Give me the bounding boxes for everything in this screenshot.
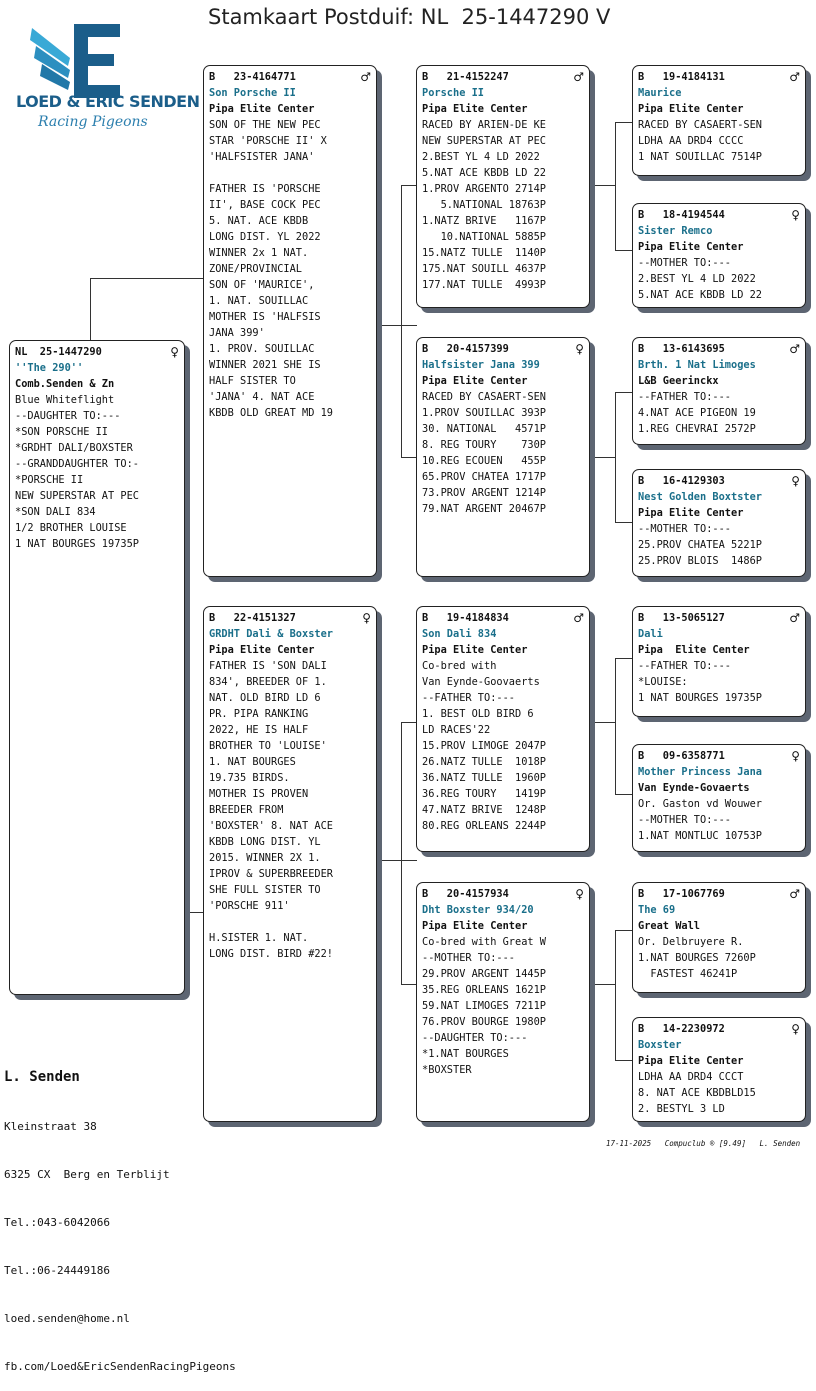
- info-line: 10.REG ECOUEN 455P: [422, 455, 546, 467]
- card-dam-dam: [416, 882, 590, 1122]
- info-line: *PORSCHE II: [15, 474, 84, 486]
- info-line: 30. NATIONAL 4571P: [422, 423, 546, 435]
- address-line: Kleinstraat 38: [4, 1120, 97, 1133]
- info-line: 25.PROV CHATEA 5221P: [638, 539, 762, 551]
- card-subject: [9, 340, 185, 995]
- info-line: Blue Whiteflight: [15, 394, 115, 406]
- info-line: 19.735 BIRDS.: [209, 772, 290, 784]
- info-line: 8. NAT ACE KBDBLD15: [638, 1087, 756, 1099]
- ring-number: B 13-6143695: [638, 343, 725, 355]
- ring-header: [638, 886, 800, 902]
- owner-name: Pipa Elite Center: [209, 103, 315, 115]
- breeder-address: [4, 1035, 236, 1391]
- female-symbol-icon: ♀: [575, 342, 584, 356]
- info-line: IPROV & SUPERBREEDER: [209, 868, 333, 880]
- info-line: 4.NAT ACE PIGEON 19: [638, 407, 756, 419]
- info-line: --DAUGHTER TO:---: [422, 1032, 528, 1044]
- male-symbol-icon: ♂: [360, 70, 371, 84]
- info-line: 73.PROV ARGENT 1214P: [422, 487, 546, 499]
- info-line: *SON PORSCHE II: [15, 426, 108, 438]
- info-line: *LOUISE:: [638, 676, 688, 688]
- info-line: JANA 399': [209, 327, 265, 339]
- info-line: --MOTHER TO:---: [422, 952, 515, 964]
- info-line: 80.REG ORLEANS 2244P: [422, 820, 546, 832]
- info-line: 26.NATZ TULLE 1018P: [422, 756, 546, 768]
- pigeon-name: Dali: [638, 628, 663, 640]
- female-symbol-icon: ♀: [170, 345, 179, 359]
- info-line: RACED BY ARIEN-DE KE: [422, 119, 546, 131]
- info-line: 2022, HE IS HALF: [209, 724, 309, 736]
- info-line: SON OF THE NEW PEC: [209, 119, 321, 131]
- phone-line: Tel.:06-24449186: [4, 1264, 110, 1277]
- male-symbol-icon: ♂: [789, 611, 800, 625]
- male-symbol-icon: ♂: [789, 342, 800, 356]
- info-line: 1.NAT BOURGES 7260P: [638, 952, 756, 964]
- info-line: 1.PROV SOUILLAC 393P: [422, 407, 546, 419]
- ring-header: [638, 748, 800, 764]
- card-sire-sire-sire: [632, 65, 806, 176]
- pigeon-name: Sister Remco: [638, 225, 713, 237]
- ring-header: [209, 610, 371, 626]
- info-line: 'HALFSISTER JANA': [209, 151, 315, 163]
- info-line: Van Eynde-Goovaerts: [422, 676, 540, 688]
- pigeon-name: Nest Golden Boxtster: [638, 491, 762, 503]
- ring-number: NL 25-1447290: [15, 346, 102, 358]
- pigeon-name: Maurice: [638, 87, 682, 99]
- info-line: 1/2 BROTHER LOUISE: [15, 522, 127, 534]
- address-line: 6325 CX Berg en Terblijt: [4, 1168, 170, 1181]
- info-line: 1 NAT BOURGES 19735P: [638, 692, 762, 704]
- info-line: 1 NAT BOURGES 19735P: [15, 538, 139, 550]
- info-line: WINNER 2021 SHE IS: [209, 359, 321, 371]
- info-line: 2015. WINNER 2X 1.: [209, 852, 321, 864]
- breeder-name: L. Senden: [4, 1069, 80, 1085]
- ring-header: [15, 344, 179, 360]
- ring-number: B 09-6358771: [638, 750, 725, 762]
- info-line: SON OF 'MAURICE',: [209, 279, 315, 291]
- card-dam-dam-sire: [632, 882, 806, 993]
- female-symbol-icon: ♀: [791, 208, 800, 222]
- info-line: --MOTHER TO:---: [638, 814, 731, 826]
- card-sire-sire-dam: [632, 203, 806, 308]
- card-dam-sire: [416, 606, 590, 852]
- brand-name: LOED & ERIC SENDEN: [16, 92, 200, 111]
- owner-name: Pipa Elite Center: [422, 920, 528, 932]
- owner-name: Pipa Elite Center: [638, 1055, 744, 1067]
- info-line: NEW SUPERSTAR AT PEC: [422, 135, 546, 147]
- ring-header: [638, 1021, 800, 1037]
- info-line: LONG DIST. BIRD #22!: [209, 948, 333, 960]
- ring-header: [638, 207, 800, 223]
- ring-header: [638, 69, 800, 85]
- ring-number: B 16-4129303: [638, 475, 725, 487]
- info-line: Or. Delbruyere R.: [638, 936, 744, 948]
- pigeon-name: Dht Boxster 934/20: [422, 904, 534, 916]
- phone-line: Tel.:043-6042066: [4, 1216, 110, 1229]
- info-line: 35.REG ORLEANS 1621P: [422, 984, 546, 996]
- info-line: 2. BESTYL 3 LD: [638, 1103, 725, 1115]
- pigeon-name: Brth. 1 Nat Limoges: [638, 359, 756, 371]
- info-line: 'PORSCHE 911': [209, 900, 290, 912]
- pigeon-name: Son Porsche II: [209, 87, 296, 99]
- ring-number: B 14-2230972: [638, 1023, 725, 1035]
- pigeon-name: Porsche II: [422, 87, 484, 99]
- info-line: 5.NAT ACE KBDB LD 22: [422, 167, 546, 179]
- female-symbol-icon: ♀: [575, 887, 584, 901]
- info-line: Or. Gaston vd Wouwer: [638, 798, 762, 810]
- card-dam-sire-dam: [632, 744, 806, 852]
- info-line: 36.REG TOURY 1419P: [422, 788, 546, 800]
- ring-header: [638, 341, 800, 357]
- ring-header: [209, 69, 371, 85]
- info-line: 76.PROV BOURGE 1980P: [422, 1016, 546, 1028]
- info-line: --FATHER TO:---: [638, 660, 731, 672]
- info-line: --GRANDDAUGHTER TO:-: [15, 458, 139, 470]
- ring-number: B 20-4157934: [422, 888, 509, 900]
- info-line: 65.PROV CHATEA 1717P: [422, 471, 546, 483]
- info-line: RACED BY CASAERT-SEN: [422, 391, 546, 403]
- owner-name: Pipa Elite Center: [422, 375, 528, 387]
- info-line: 79.NAT ARGENT 20467P: [422, 503, 546, 515]
- info-line: H.SISTER 1. NAT.: [209, 932, 309, 944]
- info-line: FATHER IS 'SON DALI: [209, 660, 327, 672]
- female-symbol-icon: ♀: [791, 1022, 800, 1036]
- ring-header: [422, 610, 584, 626]
- info-line: LDHA AA DRD4 CCCC: [638, 135, 744, 147]
- info-line: 1.PROV ARGENTO 2714P: [422, 183, 546, 195]
- info-line: *SON DALI 834: [15, 506, 96, 518]
- ring-number: B 17-1067769: [638, 888, 725, 900]
- pigeon-name: Mother Princess Jana: [638, 766, 762, 778]
- info-line: [209, 914, 371, 930]
- info-line: 10.NATIONAL 5885P: [422, 231, 546, 243]
- info-line: MOTHER IS PROVEN: [209, 788, 309, 800]
- pigeon-name: The 69: [638, 904, 676, 916]
- info-line: 25.PROV BLOIS 1486P: [638, 555, 762, 567]
- info-line: --MOTHER TO:---: [638, 257, 731, 269]
- info-line: FASTEST 46241P: [638, 968, 738, 980]
- ring-number: B 19-4184131: [638, 71, 725, 83]
- pigeon-name: GRDHT Dali & Boxster: [209, 628, 333, 640]
- card-sire-dam: [416, 337, 590, 577]
- info-line: [209, 165, 371, 181]
- male-symbol-icon: ♂: [789, 70, 800, 84]
- info-line: Co-bred with Great W: [422, 936, 546, 948]
- ring-number: B 21-4152247: [422, 71, 509, 83]
- info-line: NAT. OLD BIRD LD 6: [209, 692, 321, 704]
- pigeon-name: Son Dali 834: [422, 628, 497, 640]
- owner-name: Pipa Elite Center: [638, 507, 744, 519]
- info-line: PR. PIPA RANKING: [209, 708, 309, 720]
- owner-name: Pipa Elite Center: [422, 103, 528, 115]
- info-line: 834', BREEDER OF 1.: [209, 676, 327, 688]
- male-symbol-icon: ♂: [573, 70, 584, 84]
- footer-print-info: 17-11-2025 Compuclub ® [9.49] L. Senden: [606, 1139, 801, 1148]
- card-sire: [203, 65, 377, 577]
- info-line: 'JANA' 4. NAT ACE: [209, 391, 315, 403]
- ring-number: B 20-4157399: [422, 343, 509, 355]
- info-line: FATHER IS 'PORSCHE: [209, 183, 321, 195]
- ring-header: [422, 69, 584, 85]
- ring-header: [638, 610, 800, 626]
- owner-name: L&B Geerinckx: [638, 375, 719, 387]
- info-line: *BOXSTER: [422, 1064, 472, 1076]
- info-line: RACED BY CASAERT-SEN: [638, 119, 762, 131]
- info-line: HALF SISTER TO: [209, 375, 296, 387]
- info-line: 1. BEST OLD BIRD 6: [422, 708, 534, 720]
- male-symbol-icon: ♂: [573, 611, 584, 625]
- male-symbol-icon: ♂: [789, 887, 800, 901]
- ring-header: [638, 473, 800, 489]
- ring-number: B 23-4164771: [209, 71, 296, 83]
- ring-header: [422, 341, 584, 357]
- info-line: 5.NATIONAL 18763P: [422, 199, 546, 211]
- ring-number: B 22-4151327: [209, 612, 296, 624]
- pigeon-name: ''The 290'': [15, 362, 84, 374]
- owner-name: Pipa Elite Center: [638, 103, 744, 115]
- info-line: 59.NAT LIMOGES 7211P: [422, 1000, 546, 1012]
- page-title: Stamkaart Postduif: NL 25-1447290 V: [208, 5, 611, 29]
- owner-name: Comb.Senden & Zn: [15, 378, 115, 390]
- info-line: LD RACES'22: [422, 724, 491, 736]
- info-line: 47.NATZ BRIVE 1248P: [422, 804, 546, 816]
- info-line: *GRDHT DALI/BOXSTER: [15, 442, 133, 454]
- info-line: 1. NAT. SOUILLAC: [209, 295, 309, 307]
- info-line: NEW SUPERSTAR AT PEC: [15, 490, 139, 502]
- info-line: ZONE/PROVINCIAL: [209, 263, 302, 275]
- info-line: WINNER 2x 1 NAT.: [209, 247, 309, 259]
- info-line: 1.REG CHEVRAI 2572P: [638, 423, 756, 435]
- ring-number: B 13-5065127: [638, 612, 725, 624]
- ring-number: B 18-4194544: [638, 209, 725, 221]
- info-line: 8. REG TOURY 730P: [422, 439, 546, 451]
- info-line: 5. NAT. ACE KBDB: [209, 215, 309, 227]
- info-line: MOTHER IS 'HALFSIS: [209, 311, 321, 323]
- owner-name: Pipa Elite Center: [638, 241, 744, 253]
- info-line: II', BASE COCK PEC: [209, 199, 321, 211]
- owner-name: Van Eynde-Govaerts: [638, 782, 750, 794]
- owner-name: Pipa Elite Center: [209, 644, 315, 656]
- female-symbol-icon: ♀: [362, 611, 371, 625]
- brand-tagline: Racing Pigeons: [38, 114, 148, 130]
- owner-name: Pipa Elite Center: [422, 644, 528, 656]
- card-dam-dam-dam: [632, 1017, 806, 1122]
- info-line: 'BOXSTER' 8. NAT ACE: [209, 820, 333, 832]
- info-line: 1. NAT BOURGES: [209, 756, 296, 768]
- info-line: KBDB LONG DIST. YL: [209, 836, 321, 848]
- ring-number: B 19-4184834: [422, 612, 509, 624]
- info-line: Co-bred with: [422, 660, 497, 672]
- female-symbol-icon: ♀: [791, 749, 800, 763]
- info-line: 2.BEST YL 4 LD 2022: [422, 151, 540, 163]
- info-line: KBDB OLD GREAT MD 19: [209, 407, 333, 419]
- info-line: BROTHER TO 'LOUISE': [209, 740, 327, 752]
- card-sire-dam-dam: [632, 469, 806, 577]
- info-line: 1.NATZ BRIVE 1167P: [422, 215, 546, 227]
- pigeon-name: Boxster: [638, 1039, 682, 1051]
- info-line: BREEDER FROM: [209, 804, 284, 816]
- info-line: SHE FULL SISTER TO: [209, 884, 321, 896]
- info-line: --DAUGHTER TO:---: [15, 410, 121, 422]
- info-line: 1 NAT SOUILLAC 7514P: [638, 151, 762, 163]
- info-line: 29.PROV ARGENT 1445P: [422, 968, 546, 980]
- info-line: --FATHER TO:---: [422, 692, 515, 704]
- info-line: LDHA AA DRD4 CCCT: [638, 1071, 744, 1083]
- info-line: 15.NATZ TULLE 1140P: [422, 247, 546, 259]
- info-line: 5.NAT ACE KBDB LD 22: [638, 289, 762, 301]
- info-line: 1.NAT MONTLUC 10753P: [638, 830, 762, 842]
- info-line: LONG DIST. YL 2022: [209, 231, 321, 243]
- owner-name: Pipa Elite Center: [638, 644, 750, 656]
- card-sire-sire: [416, 65, 590, 308]
- info-line: 1. PROV. SOUILLAC: [209, 343, 315, 355]
- female-symbol-icon: ♀: [791, 474, 800, 488]
- info-line: --FATHER TO:---: [638, 391, 731, 403]
- info-line: 177.NAT TULLE 4993P: [422, 279, 546, 291]
- ring-header: [422, 886, 584, 902]
- info-line: *1.NAT BOURGES: [422, 1048, 509, 1060]
- email-line: loed.senden@home.nl: [4, 1312, 130, 1325]
- pigeon-name: Halfsister Jana 399: [422, 359, 540, 371]
- info-line: 175.NAT SOUILL 4637P: [422, 263, 546, 275]
- card-sire-dam-sire: [632, 337, 806, 445]
- info-line: 2.BEST YL 4 LD 2022: [638, 273, 756, 285]
- card-dam-sire-sire: [632, 606, 806, 717]
- info-line: STAR 'PORSCHE II' X: [209, 135, 327, 147]
- owner-name: Great Wall: [638, 920, 700, 932]
- facebook-line: fb.com/Loed&EricSendenRacingPigeons: [4, 1360, 236, 1373]
- info-line: 36.NATZ TULLE 1960P: [422, 772, 546, 784]
- info-line: 15.PROV LIMOGE 2047P: [422, 740, 546, 752]
- info-line: --MOTHER TO:---: [638, 523, 731, 535]
